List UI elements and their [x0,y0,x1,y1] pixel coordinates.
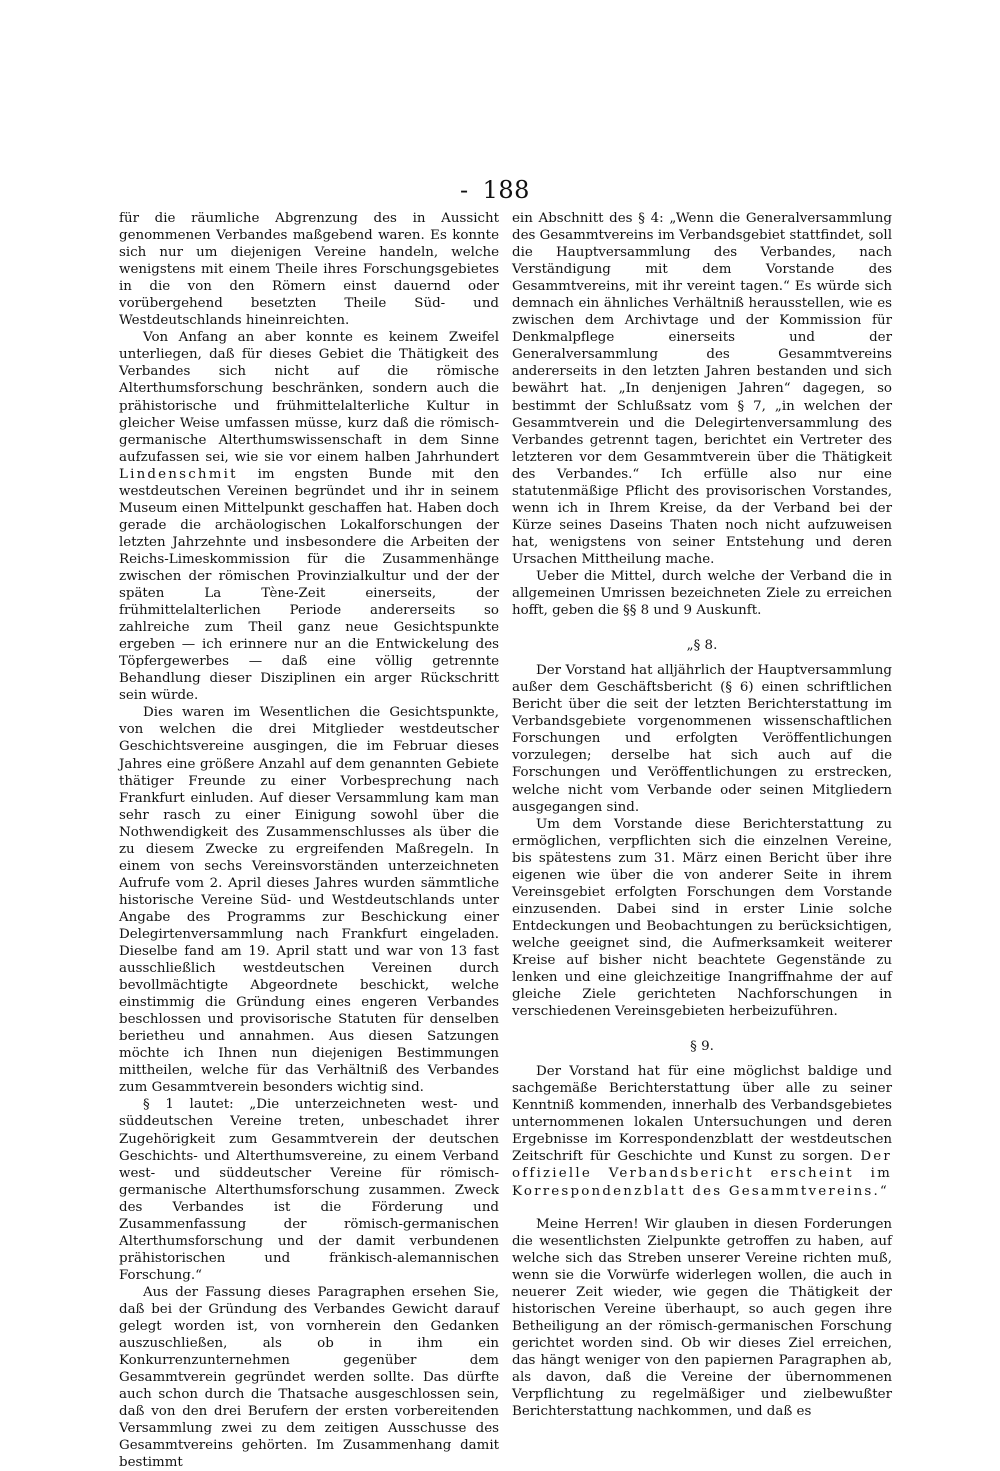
page-number-dash: - [460,176,469,204]
left-text-column [119,210,499,1471]
section-heading-8: „§ 8. [686,638,718,654]
paragraph: Um dem Vorstande diese Berichterstattung zu ermöglichen, verpflichten sich die einzelnen Vereine, bis spätestens zum 31. März einen Bericht über ihre eigenen wie über die von anderer Seite in ihrem Vereinsgebiet erfolgten Forschungen dem Vorstande einzusenden. Dabei sind in erster Linie solche Entdeckungen und Beobachtungen zu berücksichtigen, welche geeignet sind, die Aufmerksamkeit weiterer Kreise auf bisher nicht beachtete Gegenstände zu lenken und eine gleichzeitige Inangriffnahme der auf gleiche Ziele gerichteten Nachforschungen in verschiedenen Vereinsgebieten herbeizuführen. [512,816,892,1020]
section-heading-9: § 9. [690,1039,714,1055]
page-number-value: 188 [482,176,530,204]
paragraph: § 1 lautet: „Die unterzeichneten west- und süddeutschen Vereine treten, unbeschadet ihrer Zugehörigkeit zum Gesammtverein der deutschen Geschichts- und Alterthumsvereine, zu einem Verband west- und süddeutscher Vereine für römisch-germanische Alterthumsforschung zusammen. Zweck des Verbandes ist die Förderung und Zusammenfassung der römisch-germanischen Alterthumsforschung und der damit verbundenen prähistorischen und fränkisch-alemannischen Forschung.“ [119,1097,499,1283]
paragraph: Aus der Fassung dieses Paragraphen ersehen Sie, daß bei der Gründung des Verbandes Gewicht darauf gelegt worden ist, von vornherein den Gedanken auszuschließen, als ob in ihm ein Konkurrenzunternehmen gegenüber dem Gesammtverein gegründet werden sollte. Das dürfte auch schon durch die Thatsache ausgeschlossen sein, daß von den drei Berufern der ersten vorbereitenden Versammlung zwei zu dem zeitigen Ausschusse des Gesammtvereins gehörten. Im Zusammenhang damit bestimmt [119,1284,499,1471]
paragraph [512,1063,892,1199]
paragraph: für die räumliche Abgrenzung des in Aussicht genommenen Verbandes maßgebend waren. Es konnte sich nur um diejenigen Vereine handeln, welche wenigstens mit einem Theile ihres Forschungsgebietes in die von den Römern einst dauernd oder vorübergehend besetzten Theile Süd- und Westdeutschlands hineinreichten. [119,211,499,329]
paragraph-text: Der Vorstand hat für eine möglichst baldige und sachgemäße Berichterstattung über alle zu seiner Kenntniß kommenden, innerhalb des Verbandsgebietes unternommenen lokalen Untersuchungen und deren Ergebnisse im Korrespondenzblatt der westdeutschen Zeitschrift für Geschichte und Kunst zu sorgen. [512,1064,892,1165]
paragraph: Ueber die Mittel, durch welche der Verband die in allgemeinen Umrissen bezeichneten Ziele zu erreichen hofft, geben die §§ 8 und 9 Auskunft. [512,568,892,619]
person-name: Lindenschmit [119,466,238,482]
paragraph: Der Vorstand hat alljährlich der Hauptversammlung außer dem Geschäftsbericht (§ 6) einen schriftlichen Bericht über die seit der letzten Berichterstattung im Verbandsgebiete vorgenommenen wissenschaftlichen Forschungen und erfolgten Veröffentlichungen vorzulegen; derselbe hat sich auch auf die Forschungen und Veröffentlichungen zu erstrecken, welche nicht vom Verbande oder seinen Mitgliedern ausgegangen sind. [512,663,892,815]
page-number [460,176,540,204]
paragraph-text: Von Anfang an aber konnte es keinem Zweifel unterliegen, daß für dieses Gebiet die Thätigkeit des Verbandes sich nicht auf die römische Alterthumsforschung beschränken, sondern auch die prähistorische und frühmittelalterliche Kultur in gleicher Weise umfassen müsse, kurz daß die römisch-germanische Alterthumswissenschaft in dem Sinne aufzufassen sei, wie sie vor einem halben Jahrhundert [119,330,499,465]
paragraph: Meine Herren! Wir glauben in diesen Forderungen die wesentlichsten Zielpunkte getroffen zu haben, auf welche sich das Streben unserer Vereine richten muß, wenn sie die Vorwürfe widerlegen wollen, die auch in neuerer Zeit wieder, wie gegen die Thätigkeit der historischen Vereine überhaupt, so auch gegen ihre Betheiligung an der römisch-germanischen Forschung gerichtet worden sind. Ob wir dieses Ziel erreichen, das hängt weniger von den papiernen Paragraphen ab, als davon, daß die Vereine der übernommenen Verpflichtung zu regelmäßiger und zielbewußter Berichterstattung nachkommen, und daß es [512,1216,892,1420]
paragraph: ein Abschnitt des § 4: „Wenn die Generalversammlung des Gesammtvereins im Verbandsgebiet stattfindet, soll die Hauptversammlung des Verbandes, nach Verständigung mit dem Vorstande des Gesammtvereins, mit ihr vereint tagen.“ Es würde sich demnach ein ähnliches Verhältniß herausstellen, wie es zwischen dem Archivtage und der Kommission für Denkmalpflege einerseits und der Generalversammlung des Gesammtvereins andererseits in den letzten Jahren bestanden und sich bewährt hat. „In denjenigen Jahren“ dagegen, so bestimmt der Schlußsatz vom § 7, „in welchen der Gesammtverein und die Delegirtenversammlung des Verbandes getrennt tagen, berichtet ein Vertreter des letzteren vor dem Gesammtverein über die Thätigkeit des Verbandes.“ Ich erfülle also nur eine statutenmäßige Pflicht des provisorischen Vorstandes, wenn ich in Ihrem Kreise, da der Verband bei der Kürze seines Daseins Thaten noch nicht aufzuweisen hat, wenigstens von seiner Entstehung und deren Ursachen Mittheilung mache. [512,211,892,567]
paragraph: Dies waren im Wesentlichen die Gesichtspunkte, von welchen die drei Mitglieder westdeutscher Geschichtsvereine ausgingen, die im Februar dieses Jahres eine größere Anzahl auf dem genannten Gebiete thätiger Freunde zu einer Vorbesprechung nach Frankfurt einluden. Auf dieser Versammlung kam man sehr rasch zu einer Einigung sowohl über die Nothwendigkeit des Zusammenschlusses als über die zu diesem Zwecke zu ergreifenden Maßregeln. In einem von sechs Vereinsvorständen unterzeichneten Aufrufe vom 2. April dieses Jahres wurden sämmtliche historische Vereine Süd- und Westdeutschlands unter Angabe des Programms zur Beschickung einer Delegirtenversammlung nach Frankfurt eingeladen. Dieselbe fand am 19. April statt und war von 13 fast ausschließlich westdeutschen Vereinen durch bevollmächtigte Abgeordnete beschickt, welche einstimmig die Gründung eines engeren Verbandes beschlossen und provisorische Statuten für denselben berietheu und annahmen. Aus diesen Satzungen möchte ich Ihnen nun diejenigen Bestimmungen mittheilen, welche für das Verhältniß des Verbandes zum Gesammtverein besonders wichtig sind. [119,705,499,1096]
paragraph [119,329,499,704]
paragraph-text: im engsten Bunde mit den westdeutschen Vereinen begründet und ihr in seinem Museum einen Mittelpunkt geschaffen hat. Haben doch gerade die archäologischen Lokalforschungen der letzten Jahrzehnte und insbesondere die Arbeiten der Reichs-Limeskommission für die Zusammenhänge zwischen der römischen Provinzialkultur und der der späten La Tène-Zeit einerseits, der frühmittelalterlichen Periode andererseits so zahlreiche zum Theil ganz neue Gesichtspunkte ergeben — ich erinnere nur an die Entwickelung des Töpfergewerbes — daß eine völlig getrennte Behandlung dieser Disziplinen ein arger Rückschritt sein würde. [119,466,499,704]
right-text-column [512,210,892,1420]
spaced-sentence: Der offizielle Verbandsbericht erscheint im Korrespondenzblatt des Gesammtvereins.“ [512,1149,892,1199]
